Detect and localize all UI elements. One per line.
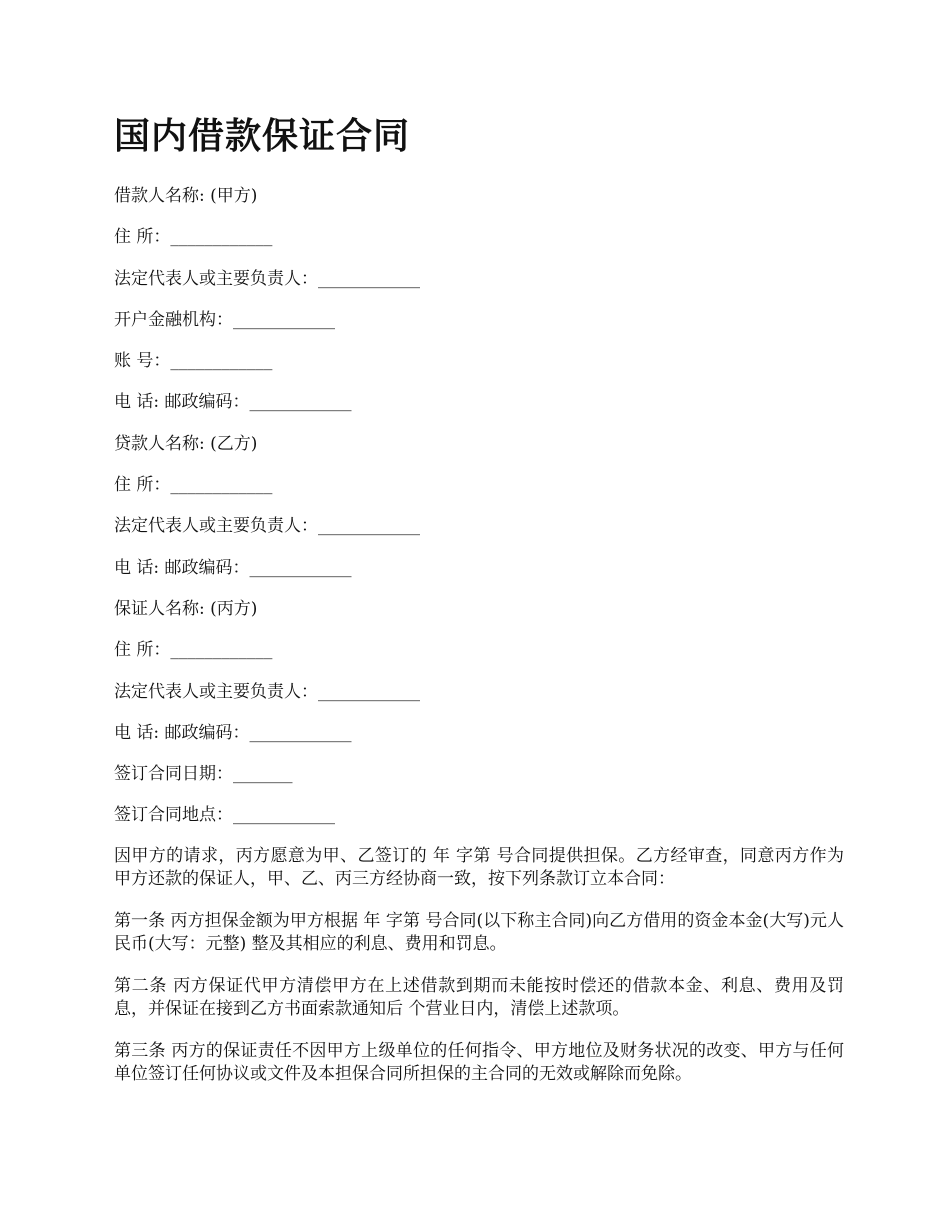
borrower-representative-field: 法定代表人或主要负责人：____________ — [114, 268, 420, 289]
lender-phone-postcode-field: 电 话: 邮政编码：____________ — [114, 557, 352, 578]
party-fields — [114, 184, 844, 827]
article-3-paragraph: 第三条 丙方的保证责任不因甲方上级单位的任何指令、甲方地位及财务状况的改变、甲方与任何单位签订任何协议或文件及本担保合同所担保的主合同的无效或解除而免除。 — [114, 1040, 844, 1084]
borrower-phone-postcode-field: 电 话: 邮政编码：____________ — [114, 392, 352, 413]
lender-representative-field: 法定代表人或主要负责人：____________ — [114, 516, 420, 537]
guarantor-representative-field: 法定代表人或主要负责人：____________ — [114, 681, 420, 702]
document-title: 国内借款保证合同 — [114, 115, 411, 157]
guarantor-name-field: 保证人名称: (丙方) — [114, 598, 258, 619]
lender-address-field: 住 所：____________ — [114, 475, 273, 496]
guarantor-phone-postcode-field: 电 话: 邮政编码：____________ — [114, 722, 352, 743]
signing-date-field: 签订合同日期：_______ — [114, 764, 293, 785]
lender-name-field: 贷款人名称: (乙方) — [114, 433, 258, 454]
guarantor-address-field: 住 所：____________ — [114, 640, 273, 661]
document-page — [114, 112, 844, 1105]
borrower-address-field: 住 所：____________ — [114, 227, 273, 248]
borrower-bank-field: 开户金融机构：____________ — [114, 309, 335, 330]
signing-place-field: 签订合同地点：____________ — [114, 805, 335, 826]
borrower-name-field: 借款人名称: (甲方) — [114, 186, 258, 206]
contract-body — [114, 845, 844, 1086]
preamble-paragraph: 因甲方的请求，丙方愿意为甲、乙签订的 年 字第 号合同提供担保。乙方经审查，同意丙方作为甲方还款的保证人，甲、乙、丙三方经协商一致，按下列条款订立本合同： — [114, 845, 844, 889]
article-2-paragraph: 第二条 丙方保证代甲方清偿甲方在上述借款到期而未能按时偿还的借款本金、利息、费用及罚息，并保证在接到乙方书面索款通知后 个营业日内，清偿上述款项。 — [114, 975, 844, 1019]
borrower-account-field: 账 号：____________ — [114, 351, 273, 372]
article-1-paragraph: 第一条 丙方担保金额为甲方根据 年 字第 号合同(以下称主合同)向乙方借用的资金本金(大写)元人民币(大写：元整) 整及其相应的利息、费用和罚息。 — [114, 910, 844, 954]
